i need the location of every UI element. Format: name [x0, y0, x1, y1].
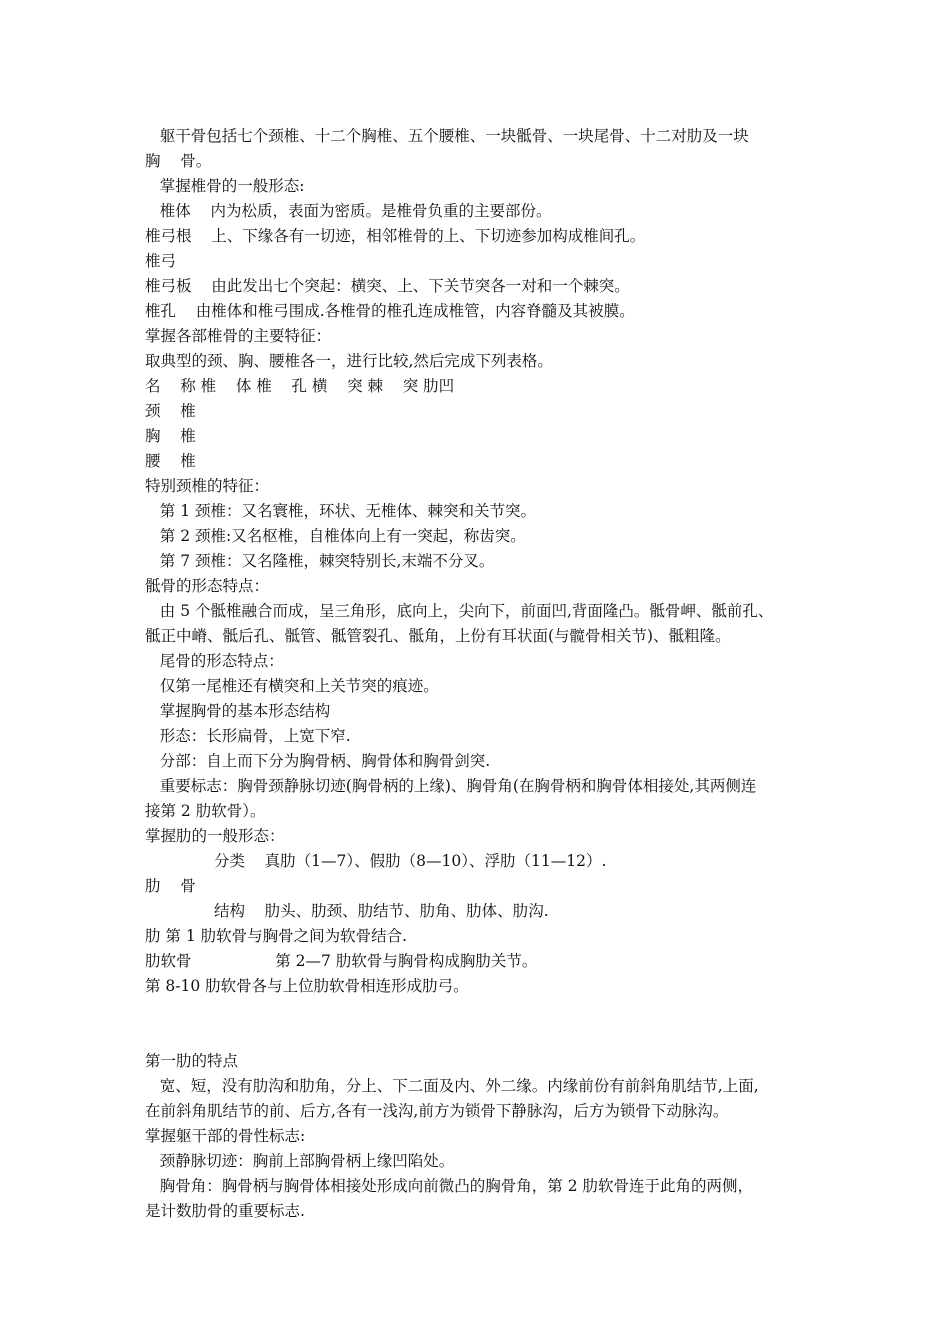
text-line: 第 8-10 肋软骨各与上位肋软骨相连形成肋弓。	[145, 977, 469, 995]
text-line: 特别颈椎的特征：	[145, 477, 270, 495]
text-line: 接第 2 肋软骨）。	[145, 802, 266, 820]
text-line: 结构 肋头、肋颈、肋结节、肋角、肋体、肋沟.	[145, 902, 549, 920]
text-line: 胸 椎	[145, 427, 196, 445]
text-line: 胸 骨。	[145, 152, 212, 170]
text-line: 第 7 颈椎：又名隆椎，棘突特别长,末端不分叉。	[145, 552, 495, 570]
text-line: 形态：长形扁骨，上宽下窄.	[145, 727, 351, 745]
text-line: 腰 椎	[145, 452, 196, 470]
text-line: 椎弓板 由此发出七个突起：横突、上、下关节突各一对和一个棘突。	[145, 277, 630, 295]
text-line: 椎弓根 上、下缘各有一切迹，相邻椎骨的上、下切迹参加构成椎间孔。	[145, 227, 646, 245]
text-line: 仅第一尾椎还有横突和上关节突的痕迹。	[145, 677, 439, 695]
text-line: 在前斜角肌结节的前、后方,各有一浅沟,前方为锁骨下静脉沟，后方为锁骨下动脉沟。	[145, 1102, 729, 1120]
text-line: 重要标志：胸骨颈静脉切迹(胸骨柄的上缘)、胸骨角(在胸骨柄和胸骨体相接处,其两侧连	[145, 777, 757, 795]
text-line: 椎体 内为松质，表面为密质。是椎骨负重的主要部份。	[145, 202, 552, 220]
text-line: 掌握胸骨的基本形态结构	[145, 702, 331, 720]
text-line: 椎弓	[145, 252, 177, 270]
text-line: 名 称 椎 体 椎 孔 横 突 棘 突 肋凹	[145, 377, 455, 395]
text-line: 由 5 个骶椎融合而成，呈三角形，底向上，尖向下，前面凹,背面隆凸。骶骨岬、骶前孔、	[145, 602, 774, 620]
text-line: 掌握躯干部的骨性标志:	[145, 1127, 306, 1145]
text-line: 宽、短，没有肋沟和肋角，分上、下二面及内、外二缘。内缘前份有前斜角肌结节,上面,	[145, 1077, 759, 1095]
text-line: 掌握椎骨的一般形态:	[145, 177, 305, 195]
text-line: 肋软骨 第 2—7 肋软骨与胸骨构成胸肋关节。	[145, 952, 538, 970]
text-line: 躯干骨包括七个颈椎、十二个胸椎、五个腰椎、一块骶骨、一块尾骨、十二对肋及一块	[145, 127, 749, 145]
text-line: 肋 第 1 肋软骨与胸骨之间为软骨结合.	[145, 927, 408, 945]
text-line: 椎孔 由椎体和椎弓围成.各椎骨的椎孔连成椎管，内容脊髓及其被膜。	[145, 302, 635, 320]
text-line: 掌握肋的一般形态：	[145, 827, 285, 845]
text-line: 取典型的颈、胸、腰椎各一，进行比较,然后完成下列表格。	[145, 352, 553, 370]
text-line: 骶骨的形态特点：	[145, 577, 270, 595]
text-line: 第 2 颈椎:又名枢椎，自椎体向上有一突起，称齿突。	[145, 527, 526, 545]
text-line: 尾骨的形态特点：	[145, 652, 284, 670]
text-line: 分类 真肋（1—7）、假肋（8—10）、浮肋（11—12）.	[145, 852, 607, 870]
text-line: 分部：自上而下分为胸骨柄、胸骨体和胸骨剑突.	[145, 752, 491, 770]
text-line: 颈静脉切迹：胸前上部胸骨柄上缘凹陷处。	[145, 1152, 455, 1170]
text-line: 掌握各部椎骨的主要特征：	[145, 327, 332, 345]
text-line: 颈 椎	[145, 402, 196, 420]
text-line: 胸骨角：胸骨柄与胸骨体相接处形成向前微凸的胸骨角，第 2 肋软骨连于此角的两侧，	[145, 1177, 753, 1195]
text-line: 第 1 颈椎：又名寰椎，环状、无椎体、棘突和关节突。	[145, 502, 536, 520]
text-line: 是计数肋骨的重要标志.	[145, 1202, 305, 1220]
text-line: 肋 骨	[145, 877, 196, 895]
text-line: 第一肋的特点	[145, 1052, 239, 1070]
text-line: 骶正中嵴、骶后孔、骶管、骶管裂孔、骶角，上份有耳状面(与髋骨相关节)、骶粗隆。	[145, 627, 731, 645]
